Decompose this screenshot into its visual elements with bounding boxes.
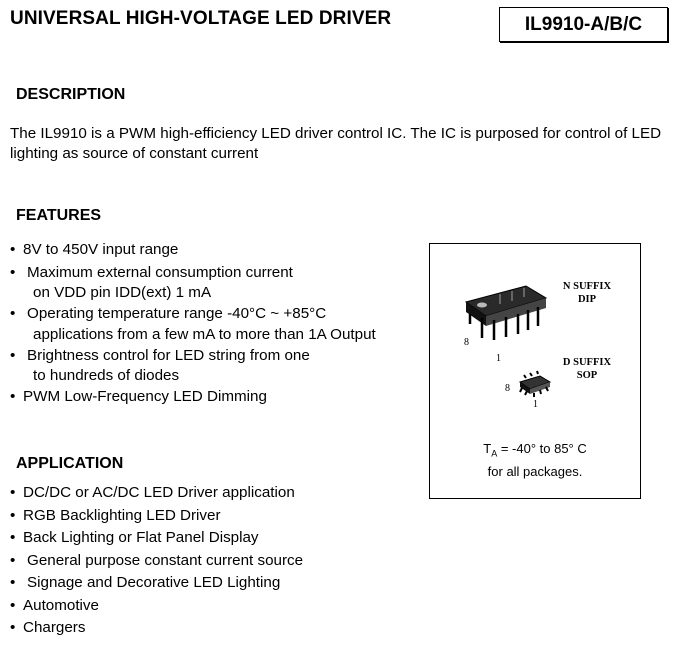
- feature-text-cont: applications from a few mA to more than 1A Output: [33, 325, 376, 343]
- list-item: • General purpose constant current source: [10, 550, 303, 573]
- sop-pin8: 8: [505, 383, 510, 394]
- dip-pin1: 1: [496, 353, 501, 364]
- features-list: [10, 239, 376, 409]
- list-item: [10, 345, 376, 387]
- document-title: UNIVERSAL HIGH-VOLTAGE LED DRIVER: [10, 8, 392, 29]
- dip-package-icon: [466, 286, 546, 340]
- list-item: • Automotive: [10, 595, 303, 618]
- dip-pin8: 8: [464, 337, 469, 348]
- list-item: • RGB Backlighting LED Driver: [10, 505, 303, 528]
- temp-symbol: T: [483, 441, 492, 456]
- dip-suffix: N SUFFIX: [562, 281, 612, 292]
- application-list: [10, 482, 303, 640]
- sop-suffix: D SUFFIX: [562, 357, 612, 368]
- list-item: • DC/DC or AC/DC LED Driver application: [10, 482, 303, 505]
- dip-label: [547, 280, 627, 306]
- feature-text: Maximum external consumption current: [27, 263, 293, 281]
- list-item: • Signage and Decorative LED Lighting: [10, 572, 303, 595]
- temperature-note: [430, 440, 640, 480]
- dip-type: DIP: [577, 294, 597, 305]
- list-item: • Chargers: [10, 617, 303, 640]
- list-item: [10, 239, 376, 262]
- list-item: [10, 303, 376, 345]
- part-number: IL9910-A/B/C: [524, 13, 643, 35]
- temp-range: = -40° to 85° C: [497, 441, 587, 456]
- package-box: [429, 243, 641, 499]
- feature-text: Brightness control for LED string from one: [27, 346, 310, 364]
- sop-package-icon: [520, 371, 550, 397]
- sop-pin1: 1: [533, 399, 538, 410]
- feature-text: 8V to 450V input range: [23, 241, 179, 258]
- temp-subscript: A: [491, 448, 498, 459]
- feature-text-cont: on VDD pin IDD(ext) 1 mA: [33, 284, 212, 301]
- list-item: [10, 262, 376, 304]
- feature-text: Operating temperature range -40°C ~ +85°C: [27, 305, 327, 322]
- feature-text: PWM Low-Frequency LED Dimming: [23, 388, 267, 405]
- sop-type: SOP: [576, 370, 598, 381]
- description-heading: DESCRIPTION: [16, 86, 126, 103]
- description-text: The IL9910 is a PWM high-efficiency LED driver control IC. The IC is purposed for control of LED lighting as source of constant current: [10, 125, 662, 162]
- temp-note: for all packages.: [487, 463, 583, 479]
- sop-label: [547, 356, 627, 382]
- features-heading: FEATURES: [16, 207, 102, 224]
- application-heading: APPLICATION: [16, 455, 124, 472]
- part-number-box: [499, 7, 668, 42]
- feature-text-cont: to hundreds of diodes: [33, 367, 180, 384]
- list-item: [10, 386, 376, 409]
- list-item: • Back Lighting or Flat Panel Display: [10, 527, 303, 550]
